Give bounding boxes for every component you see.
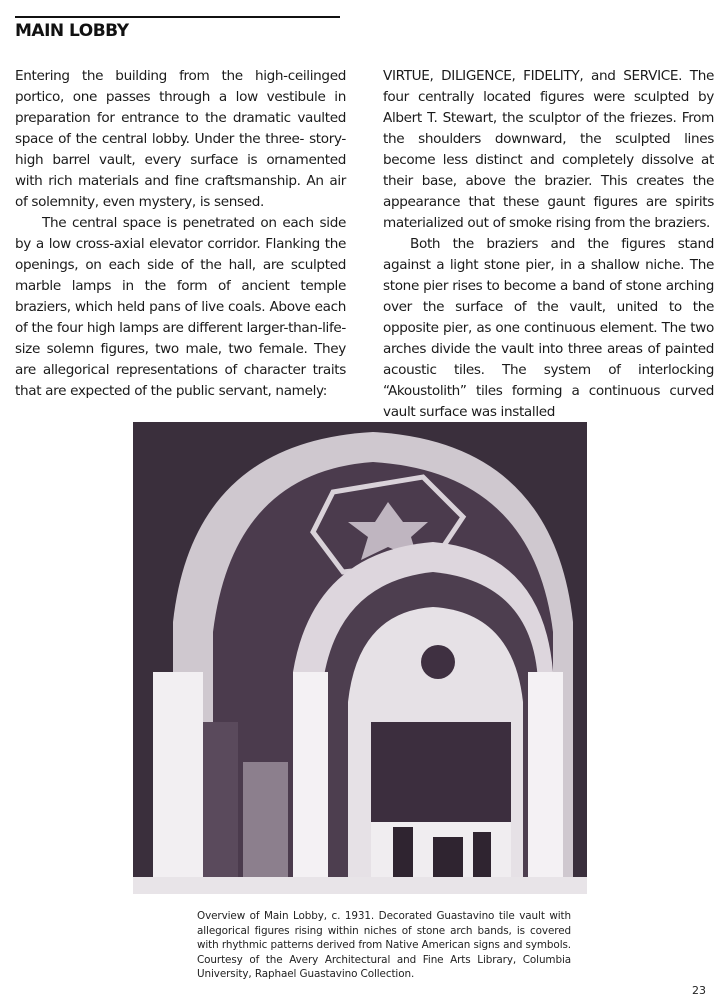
title-rule <box>15 16 340 18</box>
paragraph: Entering the building from the high-ceilinged portico, one passes through a low vestibule in preparation for entrance to the dramatic vaulted space of the central lobby. Under the three- story-high barrel vault, every surface is ornamented with rich materials and fine craftsmanship. An air of solemnity, even mystery, is sensed. <box>15 68 346 210</box>
section-title: MAIN LOBBY <box>15 21 129 41</box>
photo-caption: Overview of Main Lobby, c. 1931. Decorated Guastavino tile vault with allegorical figures rising within niches of stone arch bands, is covered with rhythmic patterns derived from Native American signs and symbols. Courtesy of the Avery Architectural and Fine Arts Library, Columbia University, Raphael Guastavino Collection. <box>197 910 571 980</box>
lobby-photo-illustration <box>133 422 587 894</box>
page-number: 23 <box>692 984 706 997</box>
left-column <box>15 66 346 402</box>
paragraph: The central space is penetrated on each side by a low cross-axial elevator corridor. Flanking the openings, on each side of the hall, are sculpted marble lamps in the form of ancient temple braziers, which held pans of live coals. Above each of the four high lamps are different larger-than-life-size solemn figures, two male, two female. They are allegorical representations of character traits that are expected of the public servant, namely: <box>15 215 346 399</box>
lobby-photo <box>133 422 587 894</box>
paragraph: Both the braziers and the figures stand against a light stone pier, in a shallow niche. The stone pier rises to become a band of stone arching over the surface of the vault, united to the opposite pier, as one continuous element. The two arches divide the vault into three areas of painted acoustic tiles. The system of interlocking “Akoustolith” tiles forming a continuous curved vault surface was installed <box>383 236 714 420</box>
right-column <box>383 66 714 423</box>
paragraph: VIRTUE, DILIGENCE, FIDELITY, and SERVICE. The four centrally located figures were sculpted by Albert T. Stewart, the sculptor of the friezes. From the shoulders downward, the sculpted lines become less distinct and completely dissolve at their base, above the brazier. This creates the appearance that these gaunt figures are spirits materialized out of smoke rising from the braziers. <box>383 68 714 231</box>
